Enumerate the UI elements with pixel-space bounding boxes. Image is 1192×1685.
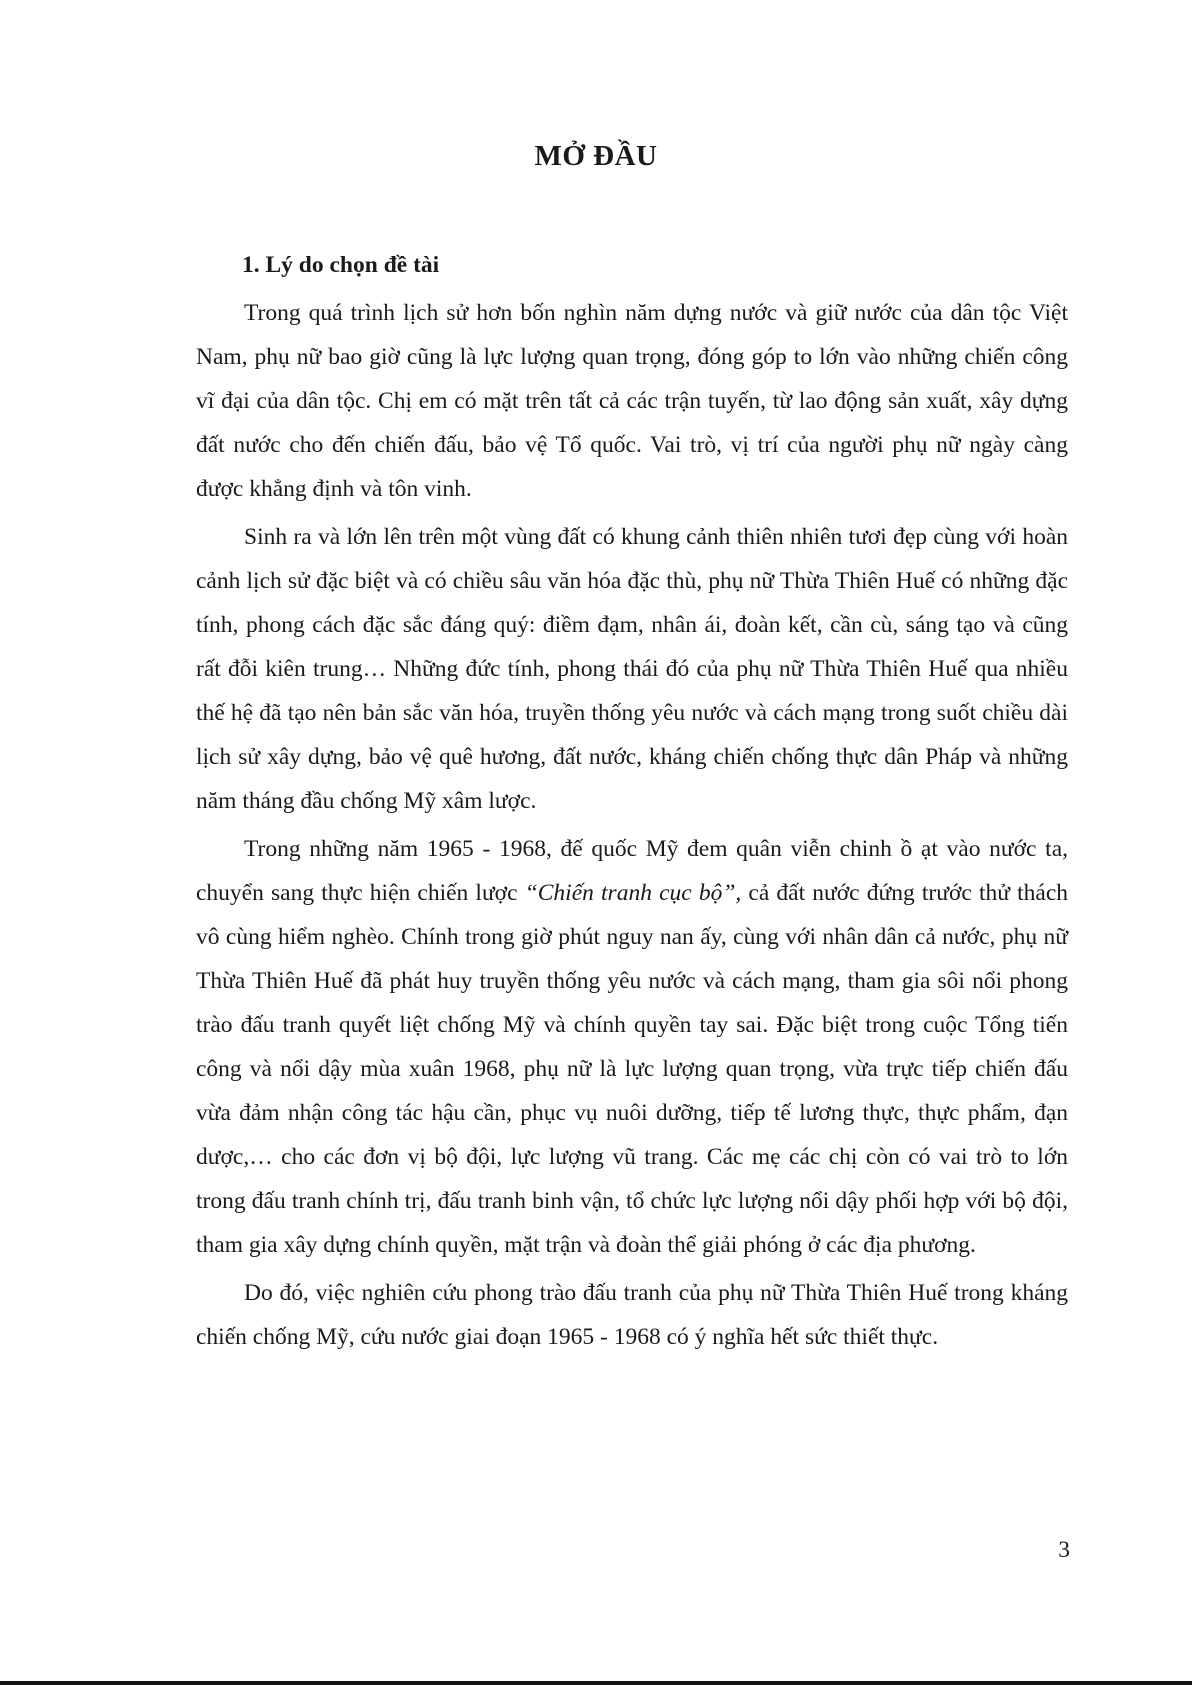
- paragraph-3: [196, 823, 1068, 1267]
- page-number: 3: [1058, 1537, 1070, 1563]
- paragraph-4: Do đó, việc nghiên cứu phong trào đấu tranh của phụ nữ Thừa Thiên Huế trong kháng chiến chống Mỹ, cứu nước giai đoạn 1965 - 1968 có ý nghĩa hết sức thiết thực.: [196, 1280, 1068, 1350]
- paragraph-3-rest: cả đất nước đứng trước thử thách vô cùng hiểm nghèo. Chính trong giờ phút nguy nan ấy, cùng với nhân dân cả nước, phụ nữ Thừa Thiên Huế đã phát huy truyền thống yêu nước và cách mạng, tham gia sôi nổi phong trào đấu tranh quyết liệt chống Mỹ và chính quyền tay sai. Đặc biệt trong cuộc Tổng tiến công và nổi dậy mùa xuân 1968, phụ nữ là lực lượng quan trọng, vừa trực tiếp chiến đấu vừa đảm nhận công tác hậu cần, phục vụ nuôi dưỡng, tiếp tế lương thực, thực phẩm, đạn dược,… cho các đơn vị bộ đội, lực lượng vũ trang. Các mẹ các chị còn có vai trò to lớn trong đấu tranh chính trị, đấu tranh binh vận, tổ chức lực lượng nổi dậy phối hợp với bộ đội, tham gia xây dựng chính quyền, mặt trận và đoàn thể giải phóng ở các địa phương.: [196, 880, 1068, 1258]
- section-heading: 1. Lý do chọn đề tài: [242, 252, 440, 278]
- paragraph-2: Sinh ra và lớn lên trên một vùng đất có khung cảnh thiên nhiên tươi đẹp cùng với hoàn cảnh lịch sử đặc biệt và có chiều sâu văn hóa đặc thù, phụ nữ Thừa Thiên Huế có những đặc tính, phong cách đặc sắc đáng quý: điềm đạm, nhân ái, đoàn kết, cần cù, sáng tạo và cũng rất đỗi kiên trung… Những đức tính, phong thái đó của phụ nữ Thừa Thiên Huế qua nhiều thế hệ đã tạo nên bản sắc văn hóa, truyền thống yêu nước và cách mạng trong suốt chiều dài lịch sử xây dựng, bảo vệ quê hương, đất nước, kháng chiến chống thực dân Pháp và những năm tháng đầu chống Mỹ xâm lược.: [196, 524, 1068, 814]
- strategy-name-italic: “Chiến tranh cục bộ”,: [524, 880, 742, 906]
- paragraph-1: Trong quá trình lịch sử hơn bốn nghìn năm dựng nước và giữ nước của dân tộc Việt Nam, phụ nữ bao giờ cũng là lực lượng quan trọng, đóng góp to lớn vào những chiến công vĩ đại của dân tộc. Chị em có mặt trên tất cả các trận tuyến, từ lao động sản xuất, xây dựng đất nước cho đến chiến đấu, bảo vệ Tổ quốc. Vai trò, vị trí của người phụ nữ ngày càng được khẳng định và tôn vinh.: [196, 300, 1068, 502]
- chapter-title: MỞ ĐẦU: [534, 140, 658, 172]
- paragraph-3-lead: Trong những năm 1965 - 1968, đế quốc Mỹ đem quân viễn chinh ồ ạt vào nước ta, chuyển sang thực hiện chiến lược: [196, 836, 1068, 906]
- document-body: [196, 243, 1068, 1359]
- page-bottom-edge: [0, 1681, 1192, 1685]
